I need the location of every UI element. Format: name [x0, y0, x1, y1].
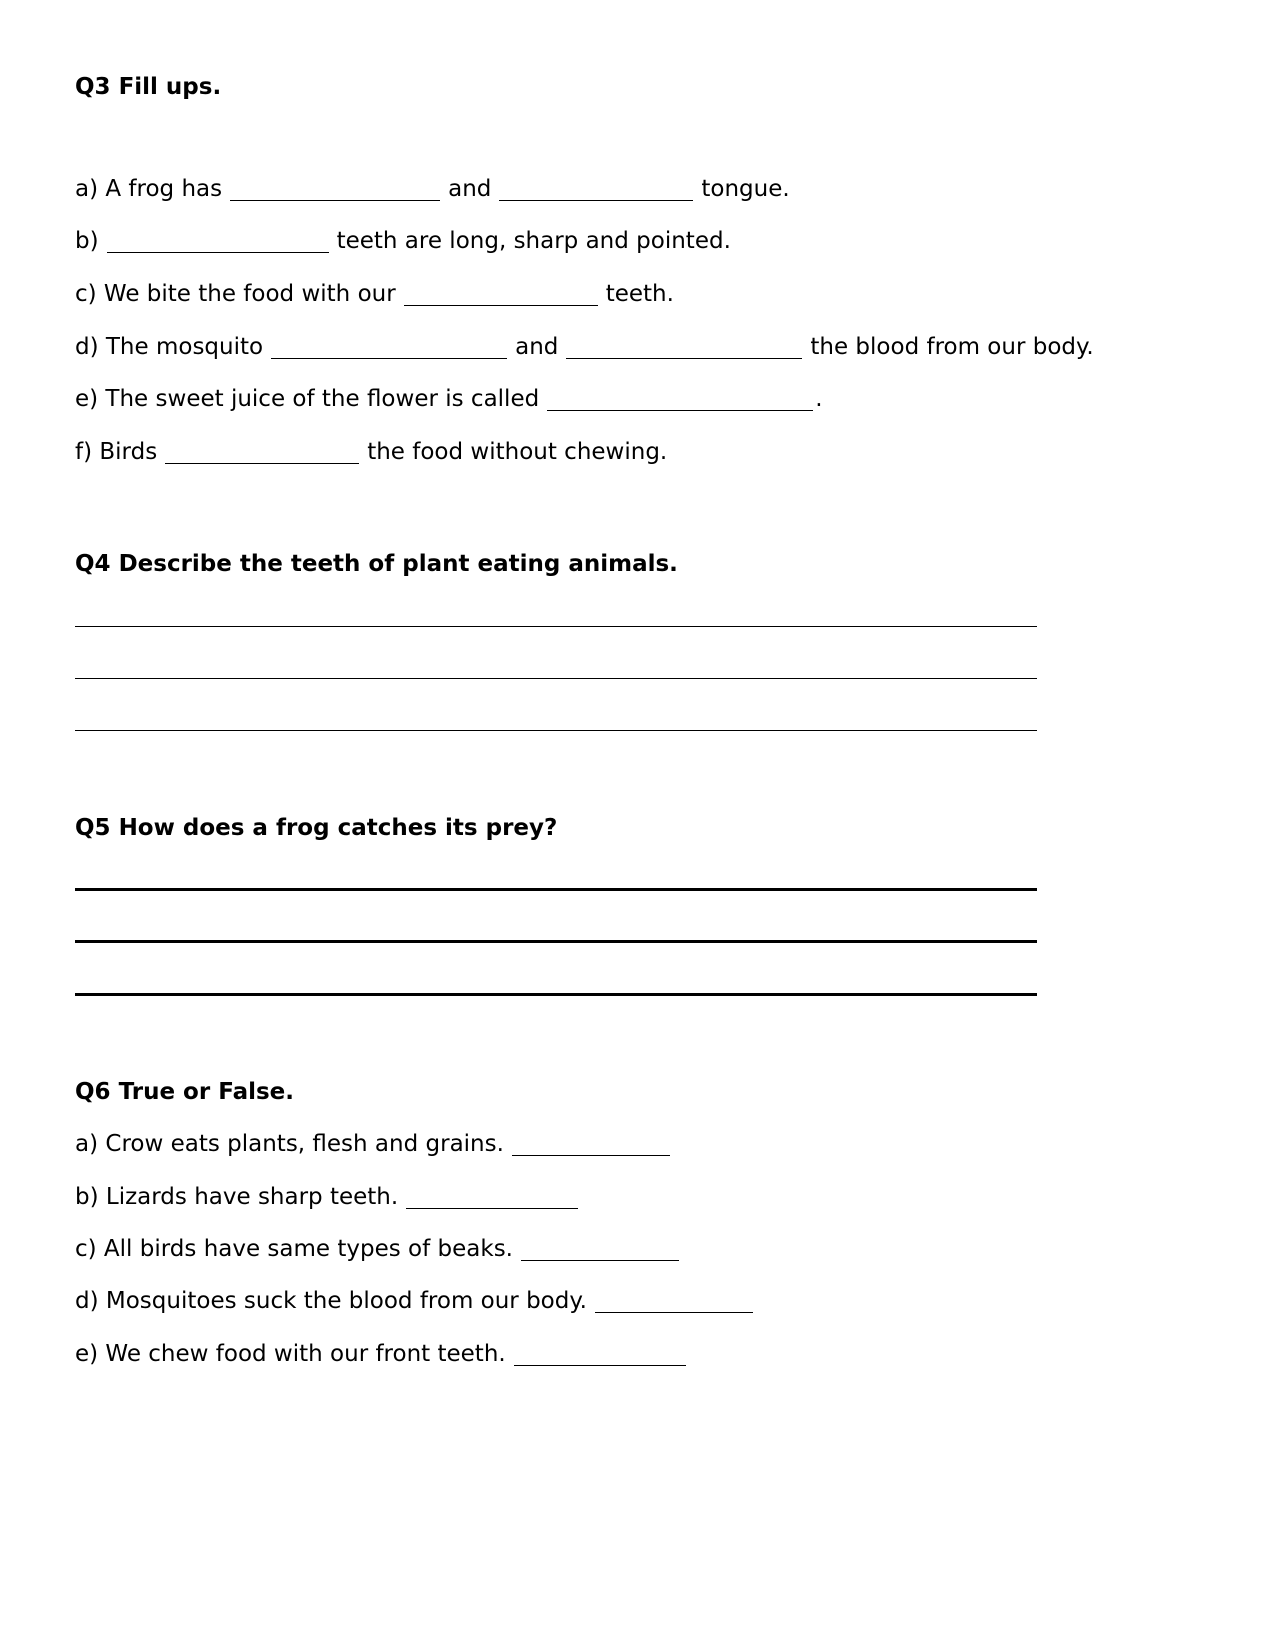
q3-f-blank[interactable] — [165, 445, 359, 464]
q3-a-blank-2[interactable] — [499, 182, 693, 201]
q3-e-suffix: . — [815, 386, 823, 412]
q3-b-suffix: teeth are long, sharp and pointed. — [336, 228, 731, 254]
q6-d-blank[interactable] — [595, 1294, 753, 1313]
q3-item-e — [75, 388, 823, 411]
q3-e-prefix: e) The sweet juice of the flower is called — [75, 386, 540, 412]
q3-a-blank-1[interactable] — [230, 182, 440, 201]
q3-item-d — [75, 336, 1094, 359]
q4-answer-line-3[interactable] — [75, 730, 1037, 731]
q6-c-text: c) All birds have same types of beaks. — [75, 1236, 513, 1262]
q3-a-mid: and — [448, 176, 492, 202]
q6-d-text: d) Mosquitoes suck the blood from our body. — [75, 1288, 587, 1314]
q3-c-blank[interactable] — [404, 287, 598, 306]
q6-a-blank[interactable] — [512, 1137, 670, 1156]
q3-c-suffix: teeth. — [605, 281, 674, 307]
q4-heading: Q4 Describe the teeth of plant eating animals. — [75, 551, 678, 577]
q6-heading: Q6 True or False. — [75, 1079, 294, 1105]
q5-answer-line-3[interactable] — [75, 993, 1037, 996]
q3-item-c — [75, 283, 674, 306]
q6-item-e — [75, 1343, 694, 1366]
q6-item-a — [75, 1133, 678, 1156]
q6-a-text: a) Crow eats plants, flesh and grains. — [75, 1131, 504, 1157]
q3-a-suffix: tongue. — [701, 176, 790, 202]
q5-answer-line-2[interactable] — [75, 940, 1037, 943]
q3-d-prefix: d) The mosquito — [75, 334, 264, 360]
q3-f-prefix: f) Birds — [75, 439, 158, 465]
q6-e-blank[interactable] — [514, 1347, 686, 1366]
q6-e-text: e) We chew food with our front teeth. — [75, 1341, 506, 1367]
q3-e-blank[interactable] — [547, 392, 813, 411]
q3-d-suffix: the blood from our body. — [810, 334, 1094, 360]
q4-answer-line-2[interactable] — [75, 678, 1037, 679]
q3-item-b — [75, 230, 731, 253]
q6-item-b — [75, 1186, 586, 1209]
q6-item-d — [75, 1290, 761, 1313]
q3-b-prefix: b) — [75, 228, 99, 254]
q6-b-text: b) Lizards have sharp teeth. — [75, 1184, 399, 1210]
q6-c-blank[interactable] — [521, 1242, 679, 1261]
q6-item-c — [75, 1238, 687, 1261]
q3-d-mid: and — [515, 334, 559, 360]
q4-answer-line-1[interactable] — [75, 626, 1037, 627]
q3-item-f — [75, 441, 667, 464]
q3-heading: Q3 Fill ups. — [75, 74, 222, 100]
q5-answer-line-1[interactable] — [75, 888, 1037, 891]
q3-item-a — [75, 178, 790, 201]
q3-f-suffix: the food without chewing. — [367, 439, 668, 465]
q6-b-blank[interactable] — [406, 1190, 578, 1209]
q3-a-prefix: a) A frog has — [75, 176, 223, 202]
q3-d-blank-1[interactable] — [271, 340, 507, 359]
q5-heading: Q5 How does a frog catches its prey? — [75, 815, 558, 841]
q3-b-blank[interactable] — [107, 234, 329, 253]
q3-d-blank-2[interactable] — [566, 340, 802, 359]
q3-c-prefix: c) We bite the food with our — [75, 281, 396, 307]
